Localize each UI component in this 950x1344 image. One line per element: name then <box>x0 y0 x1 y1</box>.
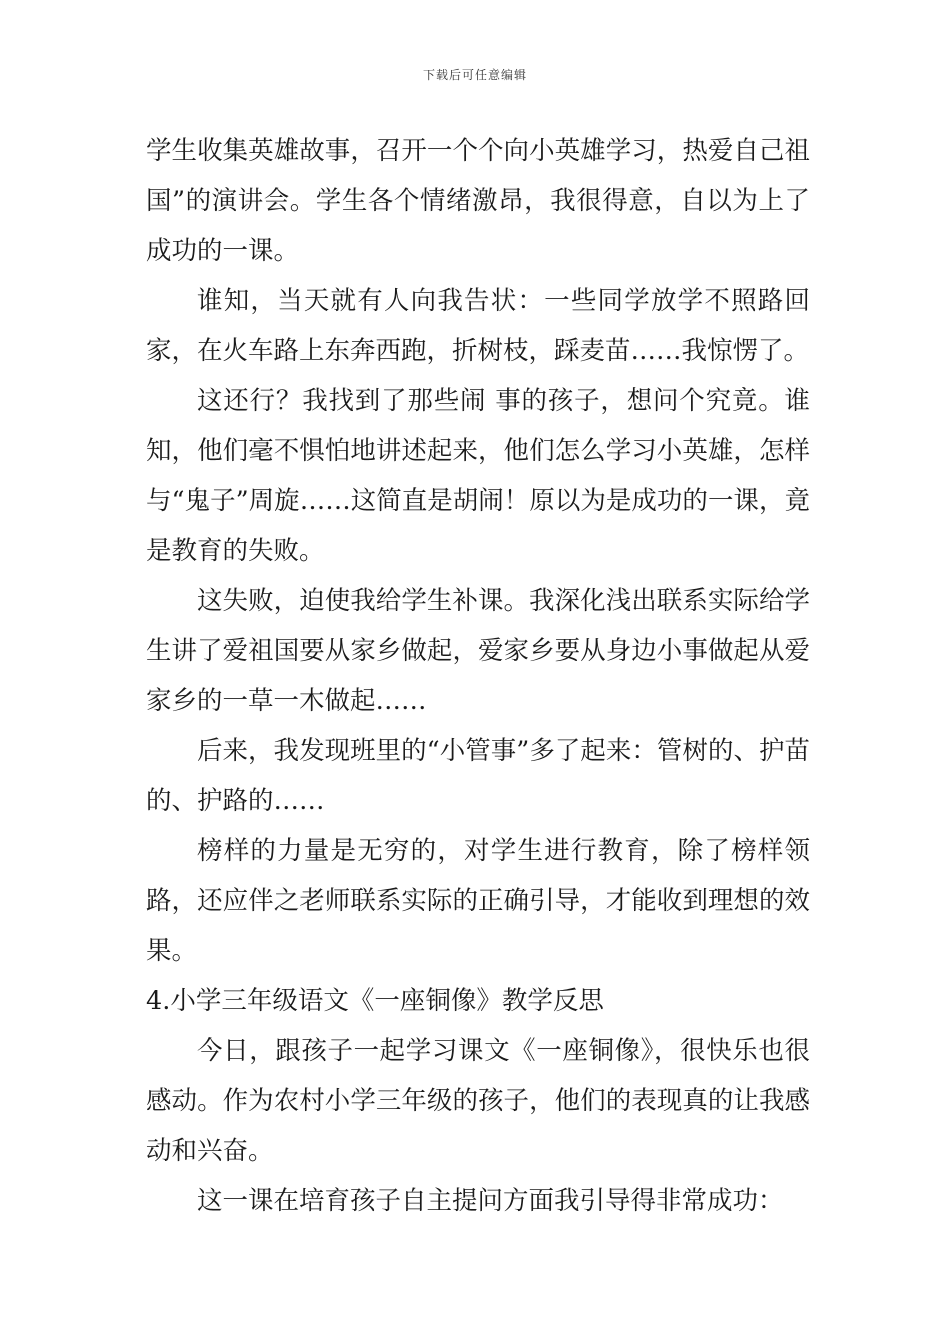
document-body <box>146 126 810 1226</box>
section-heading: 4.小学三年级语文《一座铜像》教学反思 <box>146 986 604 1016</box>
page-header: 下载后可任意编辑 <box>422 68 527 82</box>
paragraph-5: 后来，我发现班里的“小管事”多了起来：管树的、护苗的、护路的…… <box>146 736 810 816</box>
paragraph-4: 这失败，迫使我给学生补课。我深化浅出联系实际给学生讲了爱祖国要从家乡做起，爱家乡要从身边小事做起从爱家乡的一草一木做起…… <box>146 586 810 716</box>
paragraph-1: 学生收集英雄故事，召开一个个向小英雄学习，热爱自己祖国”的演讲会。学生各个情绪激昂，我很得意，自以为上了成功的一课。 <box>146 136 810 266</box>
paragraph-8: 这一课在培育孩子自主提问方面我引导得非常成功： <box>197 1186 784 1216</box>
paragraph-7: 今日，跟孩子一起学习课文《一座铜像》，很快乐也很感动。作为农村小学三年级的孩子，他们的表现真的让我感动和兴奋。 <box>146 1036 810 1166</box>
paragraph-2: 谁知，当天就有人向我告状：一些同学放学不照路回家，在火车路上东奔西跑，折树枝，踩麦苗……我惊愣了。 <box>146 286 810 366</box>
paragraph-6: 榜样的力量是无穷的，对学生进行教育，除了榜样领路，还应伴之老师联系实际的正确引导，才能收到理想的效果。 <box>146 836 810 966</box>
paragraph-3: 这还行？我找到了那些闹 事的孩子，想问个究竟。谁知，他们毫不惧怕地讲述起来，他们怎么学习小英雄，怎样与“鬼子”周旋……这简直是胡闹！原以为是成功的一课，竟是教育的失败。 <box>146 386 810 566</box>
